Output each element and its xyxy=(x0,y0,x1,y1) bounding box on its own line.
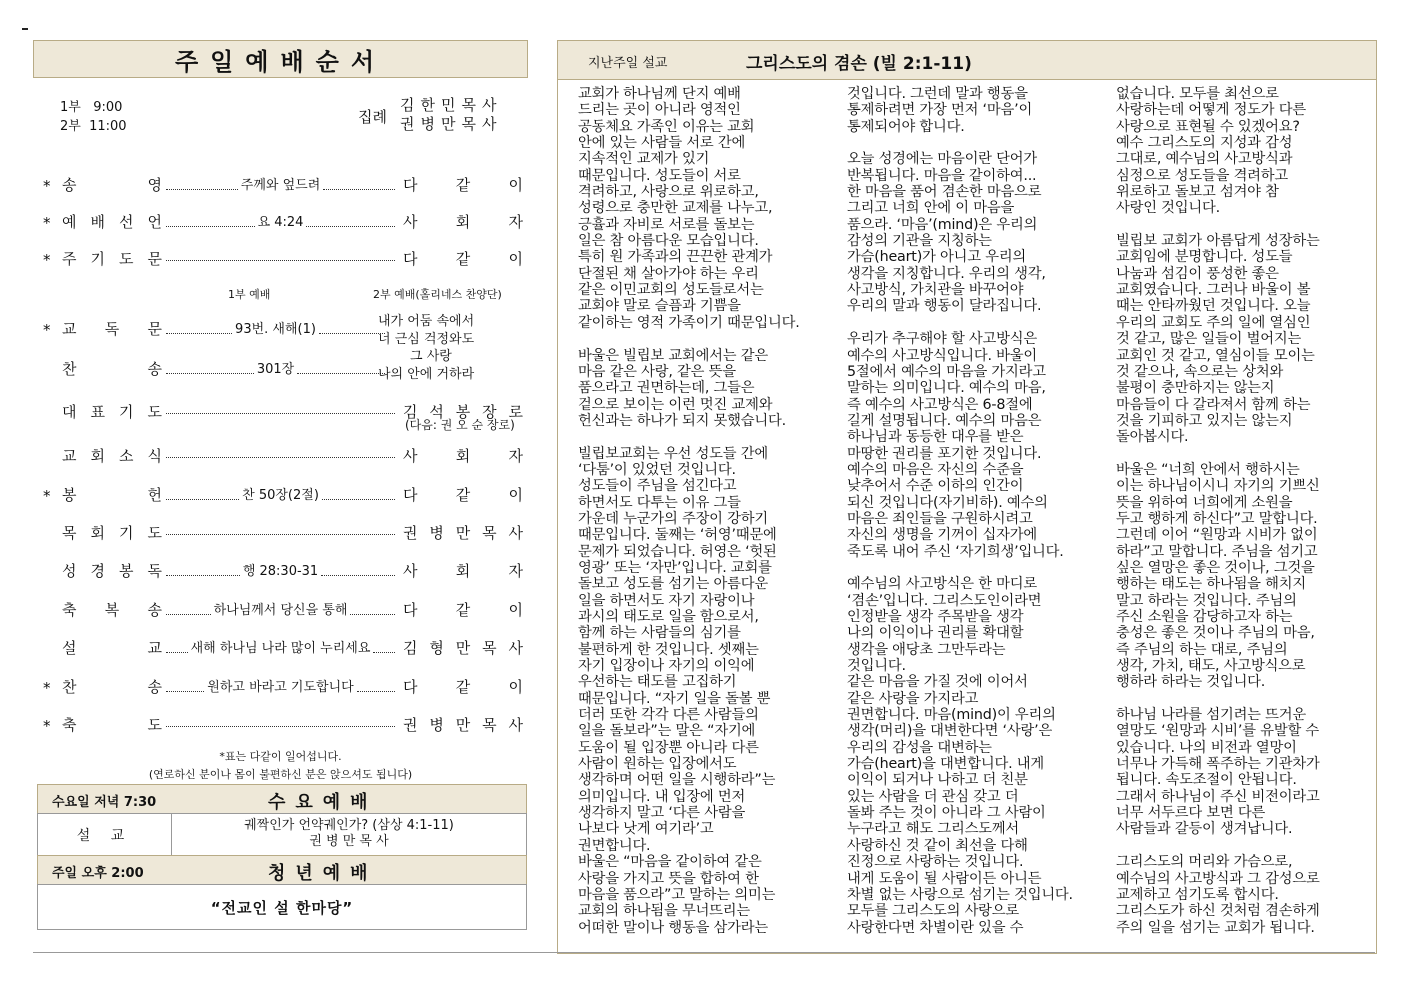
sermon-line: 통제되어야 합니다. xyxy=(847,118,965,135)
sermon-column-2 xyxy=(847,86,1073,936)
hymn-line: 나의 안에 거하라 xyxy=(378,366,475,382)
order-row xyxy=(43,599,523,621)
sermon-line: 그리고 너희 안에 이 마음을 xyxy=(847,200,1015,217)
sermon-line: 우리가 추구해야 할 사고방식은 xyxy=(847,331,1037,348)
order-detail xyxy=(163,401,398,414)
order-detail-text: 93번. 새해(1) xyxy=(235,322,316,337)
order-label: 대 표 기 도 xyxy=(62,403,162,421)
youth-title: 청년예배 xyxy=(268,863,378,884)
sermon-line: 교회임에 분명합니다. 성도들 xyxy=(1116,249,1293,266)
sermon-line: 생각을 애당초 그만두라는 xyxy=(847,641,1006,658)
sermon-line: 말고 하라는 것입니다. 주님의 xyxy=(1116,592,1297,609)
sermon-header xyxy=(558,41,1376,80)
sermon-line: 오늘 성경에는 마음이란 단어가 xyxy=(847,151,1037,168)
order-label: 찬 송 xyxy=(62,360,162,378)
order-label: 찬 송 xyxy=(62,678,162,696)
sermon-line xyxy=(1116,446,1320,462)
sermon-line: 때문입니다. “자기 일을 돌볼 뿐 xyxy=(578,690,771,707)
sermon-line: 누구라고 해도 그리스도께서 xyxy=(847,821,1020,838)
sermon-line xyxy=(578,331,800,347)
sermon-line: 이는 하나님이시니 자기의 기쁘신 xyxy=(1116,478,1320,495)
order-label: 교 독 문 xyxy=(62,320,162,338)
youth-time: 주일 오후 2:00 xyxy=(52,866,144,881)
sermon-line: 가슴(heart)가 아니고 우리의 xyxy=(847,249,1027,266)
sermon-line: 열망도 ‘원망과 시비’를 유발할 수 xyxy=(1116,723,1320,740)
service-time-2: 2부 11:00 xyxy=(60,119,127,134)
sermon-line: 주의 일을 섬기는 교회가 됩니다. xyxy=(1116,919,1315,936)
order-star: * xyxy=(43,679,51,697)
sermon-line: 것 같으나, 속으로는 상처와 xyxy=(1116,363,1284,380)
order-detail xyxy=(163,637,398,656)
order-detail-text: 찬 50장(2절) xyxy=(242,488,319,503)
order-row xyxy=(43,484,523,506)
sermon-line xyxy=(578,429,800,445)
sermon-line: 가운데 누군가의 주장이 강하기 xyxy=(578,510,768,527)
order-row xyxy=(43,248,523,270)
sermon-line: 과시의 태도로 일을 함으로서, xyxy=(578,609,759,625)
sermon-line: 성령으로 충만한 교제를 나누고, xyxy=(578,200,773,217)
sermon-line: 어떠한 말이나 행동을 삼가라는 xyxy=(578,919,768,936)
sermon-line: 가슴(heart)을 대변합니다. 내게 xyxy=(847,756,1044,773)
order-row xyxy=(43,637,523,659)
sermon-line xyxy=(847,560,1073,576)
order-detail xyxy=(163,358,388,377)
sermon-line: 헌신과는 하나가 되지 못했습니다. xyxy=(578,412,786,429)
hymn-line: 내가 어둠 속에서 xyxy=(378,314,475,329)
bottom-rule xyxy=(33,952,1375,953)
sermon-line: 사랑인 것입니다. xyxy=(1116,200,1220,217)
sermon-line: 겉으로 보이는 이런 멋진 교제와 xyxy=(578,396,773,413)
sermon-line: 즉 주님의 하는 대로, 주님의 xyxy=(1116,641,1288,658)
sermon-line: 성도들이 주님을 섬긴다고 xyxy=(578,478,737,495)
sermon-line: 품으라. ‘마음’(mind)은 우리의 xyxy=(847,216,1038,233)
sermon-line: 것입니다. 그런데 말과 행동을 xyxy=(847,86,1028,102)
sermon-line: 돌봐 주는 것이 아니라 그 사람이 xyxy=(847,805,1046,822)
order-star: * xyxy=(43,214,51,232)
order-detail xyxy=(163,560,398,579)
sermon-line: 진정으로 사랑하는 것입니다. xyxy=(847,854,1024,871)
order-detail xyxy=(163,522,398,535)
order-label: 예 배 선 언 xyxy=(62,213,162,231)
sermon-line: 뜻을 위하여 너희에게 소원을 xyxy=(1116,494,1293,511)
sermon-line: 예수의 마음은 자신의 수준을 xyxy=(847,461,1024,478)
sermon-line: 바울은 “마음을 같이하여 같은 xyxy=(578,854,762,871)
sermon-line: 반복됩니다. 마음을 같이하여... xyxy=(847,167,1037,184)
sermon-line: 있는 사람을 더 관심 갖고 더 xyxy=(847,788,1019,805)
sermon-label: 지난주일 설교 xyxy=(588,56,668,71)
sermon-line: 바울은 빌립보 교회에서는 같은 xyxy=(578,347,768,364)
sermon-line: 함께 하는 사람들의 심기를 xyxy=(578,625,741,642)
hymn-line: 너 근심 걱정와도 xyxy=(378,331,475,347)
sermon-line: 사고방식, 가치관을 바꾸어야 xyxy=(847,282,1024,299)
sermon-line: 그리스도의 머리와 가슴으로, xyxy=(1116,854,1293,871)
sermon-line: 돌보고 성도를 섬기는 아름다운 xyxy=(578,576,768,593)
sermon-line: 일은 참 아름다운 모습입니다. xyxy=(578,233,759,250)
sermon-line: 말하는 의미입니다. 예수의 마음, xyxy=(847,380,1046,397)
sermon-line: 사람이 원하는 입장에서도 xyxy=(578,756,737,773)
order-row xyxy=(43,676,523,698)
order-star: * xyxy=(43,177,51,195)
sermon-line: 마음은 죄인들을 구원하시려고 xyxy=(847,510,1033,527)
sermon-line: 생각하며 어떤 일을 시행하라”는 xyxy=(578,772,776,789)
sermon-line: 감성의 기관을 지칭하는 xyxy=(847,233,992,250)
service2-label: 2부 예배(홀리네스 찬양단) xyxy=(373,288,502,301)
sermon-line: 없습니다. 모두를 최선으로 xyxy=(1116,86,1279,102)
order-leader: 사 회 자 xyxy=(403,447,523,465)
order-leader: 다 같 이 xyxy=(403,486,523,504)
sermon-line: 의미입니다. 내 입장에 먼저 xyxy=(578,788,746,805)
sermon-line: 죽도록 내어 주신 ‘자기희생’입니다. xyxy=(847,543,1064,560)
sermon-line: 권면합니다. 마음(mind)이 우리의 xyxy=(847,707,1056,724)
sermon-line: 너무 서두르다 보면 다른 xyxy=(1116,805,1266,822)
sermon-line: 품으라고 권면하는데, 그들은 xyxy=(578,380,755,397)
order-star: * xyxy=(43,487,51,505)
order-label: 성 경 봉 독 xyxy=(62,562,162,580)
service-time-1: 1부 9:00 xyxy=(60,100,123,115)
order-leader: 권 병 만 목 사 xyxy=(403,524,523,542)
order-row xyxy=(43,174,523,196)
order-label: 교 회 소 식 xyxy=(62,447,162,465)
sermon-panel xyxy=(557,40,1377,954)
sermon-line: 더러 또한 각각 다른 사람들의 xyxy=(578,707,759,724)
sermon-line: 행하는 태도는 하나됨을 해치지 xyxy=(1116,576,1306,593)
sermon-line: 예수님의 사고방식은 한 마디로 xyxy=(847,576,1037,593)
sermon-line: 한 마음을 품어 겸손한 마음으로 xyxy=(847,184,1042,201)
sermon-line: 하나님과 동등한 대우를 받은 xyxy=(847,429,1024,446)
sitting-note: (연로하신 분이나 몸이 불편하신 분은 앉으셔도 됩니다) xyxy=(148,768,413,781)
sermon-line: ‘다툼’이 있었던 것입니다. xyxy=(578,461,736,478)
sermon-line: 있습니다. 나의 비전과 열망이 xyxy=(1116,739,1297,756)
sermon-line: 같이하는 영적 가족이기 때문입니다. xyxy=(578,314,800,331)
sermon-line: 사랑한다면 차별이란 있을 수 xyxy=(847,919,1024,936)
order-row xyxy=(43,522,523,544)
sermon-line: 됩니다. 속도조절이 안됩니다. xyxy=(1116,772,1297,789)
order-detail-text: 행 28:30-31 xyxy=(242,564,319,579)
sermon-line: 사랑으로 표현될 수 있겠어요? xyxy=(1116,118,1300,135)
sermon-line: 우선하는 태도를 고집하기 xyxy=(578,674,737,691)
sermon-line: 교회야 말로 슬픔과 기쁨을 xyxy=(578,298,741,315)
order-leader: 다 같 이 xyxy=(403,176,523,194)
order-leader: 다 같 이 xyxy=(403,250,523,268)
order-leader: 사 회 자 xyxy=(403,562,523,580)
order-detail-text: 새해 하나님 나라 많이 누리세요 xyxy=(190,641,371,656)
order-detail xyxy=(163,211,398,230)
order-row xyxy=(43,560,523,582)
sermon-line: 일을 하면서도 자기 자랑이나 xyxy=(578,592,755,609)
sermon-line: 사람들과 갈등이 생겨납니다. xyxy=(1116,821,1293,838)
sermon-line: 나눔과 섬김이 풍성한 좋은 xyxy=(1116,265,1279,282)
sermon-line: 차별 없는 사랑으로 섬기는 것입니다. xyxy=(847,886,1073,903)
sermon-line: 예수 그리스도의 지성과 감성 xyxy=(1116,135,1293,152)
order-label: 송 영 xyxy=(62,176,162,194)
sermon-line: 같은 마음을 가질 것에 이어서 xyxy=(847,674,1028,691)
sermon-line xyxy=(847,315,1073,331)
sermon-line xyxy=(1116,217,1320,233)
prayer-next: (다음: 권 오 순 장로) xyxy=(405,418,515,432)
wednesday-sermon-title: 궤짝인가 언약궤인가? (삼상 4:1-11) xyxy=(244,818,454,833)
order-detail xyxy=(163,248,398,261)
order-label: 축 도 xyxy=(62,716,162,734)
hymn-line: 그 사랑 xyxy=(410,349,452,364)
sermon-line xyxy=(1116,838,1320,854)
sermon-line: 심정으로 성도들을 격려하고 xyxy=(1116,167,1289,184)
sermon-line: 것입니다. xyxy=(847,658,906,675)
sermon-line: 자기 입장이나 자기의 이익에 xyxy=(578,658,755,675)
order-detail xyxy=(163,676,398,695)
sermon-line: 5절에서 예수의 마음을 가지라고 xyxy=(847,363,1046,380)
sermon-line: 사랑을 가지고 뜻을 합하여 한 xyxy=(578,870,759,887)
sermon-line: 빌립보 교회가 아름답게 성장하는 xyxy=(1116,233,1320,250)
order-detail xyxy=(163,174,398,193)
sermon-line: 지속적인 교제가 있기 xyxy=(578,151,710,168)
sermon-line: 특히 원 가족과의 끈끈한 관계가 xyxy=(578,249,773,266)
wednesday-sermon-box xyxy=(37,813,527,857)
sermon-line: 드리는 곳이 아니라 영적인 xyxy=(578,102,741,119)
sermon-title: 그리스도의 겸손 (빌 2:1-11) xyxy=(746,54,972,74)
sermon-line: 격려하고, 사랑으로 위로하고, xyxy=(578,184,759,201)
sermon-line: 때문입니다. 성도들이 서로 xyxy=(578,167,741,184)
sermon-line: 생각(머리)을 대변한다면 ‘사랑’은 xyxy=(847,723,1053,740)
sermon-line: 교회인 것 같고, 열심이들 모이는 xyxy=(1116,347,1315,364)
sermon-line: 그대로, 예수님의 사고방식과 xyxy=(1116,151,1293,168)
sermon-line: 교제하고 섬기도록 합시다. xyxy=(1116,886,1279,903)
wednesday-preacher: 권 병 만 목 사 xyxy=(309,834,389,849)
order-row xyxy=(43,714,523,736)
sermon-line: 그리스도가 하신 것처럼 겸손하게 xyxy=(1116,903,1320,920)
order-leader: 사 회 자 xyxy=(403,213,523,231)
sermon-line: 이익이 되거나 나하고 더 친분 xyxy=(847,772,1028,789)
sermon-line: 빌립보교회는 우선 성도들 간에 xyxy=(578,445,768,462)
sermon-line: 때는 안타까웠던 것입니다. 오늘 xyxy=(1116,298,1311,315)
sermon-line: 우리의 말과 행동이 달라집니다. xyxy=(847,298,1042,315)
sermon-line: 위로하고 돌보고 섬겨야 참 xyxy=(1116,184,1279,201)
sermon-line: 너무나 가득해 폭주하는 기관차가 xyxy=(1116,756,1320,773)
sermon-line: 마땅한 권리를 포기한 것입니다. xyxy=(847,445,1042,462)
sermon-line: 긍휼과 자비로 서로를 돌보는 xyxy=(578,216,755,233)
wednesday-title: 수요예배 xyxy=(268,792,378,813)
sermon-column-3 xyxy=(1116,86,1320,936)
sermon-line: 마음 같은 사랑, 같은 뜻을 xyxy=(578,363,736,380)
sermon-line: 자신의 생명을 기꺼이 십자가에 xyxy=(847,527,1037,544)
sermon-line: 같은 이민교회의 성도들로서는 xyxy=(578,282,764,299)
sermon-line: 교회였습니다. 그러나 바울이 볼 xyxy=(1116,282,1311,299)
order-detail xyxy=(163,484,398,503)
service-times xyxy=(60,98,127,136)
sermon-line: 되신 것입니다(자기비하). 예수의 xyxy=(847,494,1048,511)
sermon-line: 영광’ 또는 ‘자만’입니다. 교회를 xyxy=(578,559,772,576)
sermon-line: 예수님의 사고방식과 그 감성으로 xyxy=(1116,870,1320,887)
sermon-line: 예수의 사고방식입니다. 바울이 xyxy=(847,347,1037,364)
order-label: 축 복 송 xyxy=(62,601,162,619)
service2-hymns xyxy=(378,313,474,383)
sermon-line: 나의 이익이나 권리를 확대할 xyxy=(847,625,1024,642)
order-star: * xyxy=(43,321,51,339)
sermon-line: 내게 도움이 될 사람이든 아니든 xyxy=(847,870,1042,887)
leader-2: 권병만목사 xyxy=(400,115,503,133)
sermon-line: 때문입니다. 둘째는 ‘허영’때문에 xyxy=(578,527,777,544)
sermon-line: 사랑하신 것 같이 최선을 다해 xyxy=(847,837,1028,854)
sermon-line: 문제가 되었습니다. 허영은 ‘헛된 xyxy=(578,543,777,560)
sermon-line: 낮추어서 수준 이하의 인간이 xyxy=(847,478,1024,495)
order-detail-text: 요 4:24 xyxy=(257,215,304,230)
order-label: 주 기 도 문 xyxy=(62,250,162,268)
sermon-line: 교회가 하나님께 단지 예배 xyxy=(578,86,741,102)
sermon-line: 우리의 감성을 대변하는 xyxy=(847,739,992,756)
leader-label: 집례 xyxy=(358,108,387,126)
sermon-line: 통제하려면 가장 먼저 ‘마음’이 xyxy=(847,102,1033,119)
order-label: 설 교 xyxy=(62,639,162,657)
sermon-line: 사랑하는데 어떻게 정도가 다른 xyxy=(1116,102,1306,119)
sermon-line: 불편하게 한 것입니다. 셋째는 xyxy=(578,641,759,658)
sermon-line: 길게 설명됩니다. 예수의 마음은 xyxy=(847,412,1042,429)
order-label: 봉 헌 xyxy=(62,486,162,504)
sermon-column-1 xyxy=(578,86,800,936)
sermon-line: 인정받을 생각 주목받을 생각 xyxy=(847,609,1024,625)
order-detail-text: 주께와 엎드려 xyxy=(240,178,321,193)
sermon-line: 주신 소원을 감당하고자 하는 xyxy=(1116,609,1293,625)
order-leader: 김 형 만 목 사 xyxy=(403,639,523,657)
sermon-line: 바울은 “너희 안에서 행하시는 xyxy=(1116,461,1300,478)
sermon-line: 하나님 나라를 섬기려는 뜨거운 xyxy=(1116,707,1306,724)
sermon-line: 단절된 채 살아가야 하는 우리 xyxy=(578,265,759,282)
wednesday-sermon xyxy=(172,818,526,850)
sermon-line: 생각을 지칭합니다. 우리의 생각, xyxy=(847,265,1046,282)
sermon-line: 행하라 하라는 것입니다. xyxy=(1116,674,1266,691)
corner-mark xyxy=(22,28,28,30)
leader-1: 김한민목사 xyxy=(400,96,503,114)
wednesday-sermon-label: 설 교 xyxy=(38,814,172,856)
leader-names xyxy=(400,96,502,134)
sermon-line: 싶은 열망은 좋은 것이나, 그것을 xyxy=(1116,559,1315,576)
order-detail xyxy=(163,318,388,337)
sermon-line: 교회의 하나됨을 무너뜨리는 xyxy=(578,903,751,920)
sermon-line: 두고 행하게 하신다”고 말합니다. xyxy=(1116,510,1318,527)
order-leader: 권 병 만 목 사 xyxy=(403,716,523,734)
sermon-line: 충성은 좋은 것이나 주님의 마음, xyxy=(1116,625,1315,642)
sermon-line xyxy=(1116,691,1320,707)
order-detail-text: 원하고 바라고 기도합니다 xyxy=(207,680,354,695)
wednesday-time: 수요일 저녁 7:30 xyxy=(52,795,157,810)
standing-note: *표는 다같이 일어섭니다. xyxy=(219,750,342,763)
order-leader: 다 같 이 xyxy=(403,601,523,619)
sermon-line: 모두를 그리스도의 사랑으로 xyxy=(847,903,1020,920)
service1-label: 1부 예배 xyxy=(228,288,271,301)
sermon-line: 불평이 충만하지는 않는지 xyxy=(1116,380,1275,397)
sermon-line: 그래서 하나님이 주신 비전이라고 xyxy=(1116,788,1320,805)
order-title: 주일예배순서 xyxy=(33,40,528,78)
youth-header xyxy=(37,855,527,885)
order-row xyxy=(43,211,523,233)
order-detail-text: 하나님께서 당신을 통해 xyxy=(213,603,348,618)
sermon-line: 우리의 교회도 주의 일에 열심인 xyxy=(1116,314,1311,331)
sermon-line: 마음들이 다 갈라져서 함께 하는 xyxy=(1116,396,1311,413)
sermon-line: 안에 있는 사람들 서로 간에 xyxy=(578,135,746,152)
wednesday-header xyxy=(37,784,527,814)
sermon-line: 즉 예수의 사고방식은 6-8절에 xyxy=(847,396,1033,413)
order-detail-text: 301장 xyxy=(256,362,295,377)
worship-order-panel xyxy=(33,40,528,940)
sermon-line: ‘겸손’입니다. 그리스도인이라면 xyxy=(847,592,1042,609)
order-star: * xyxy=(43,717,51,735)
order-detail xyxy=(163,445,398,458)
sermon-line: 마음을 품으라”고 말하는 의미는 xyxy=(578,886,776,903)
sermon-line: 것 같고, 많은 일들이 벌어지는 xyxy=(1116,331,1302,348)
sermon-line: 권면합니다. xyxy=(578,837,651,854)
order-detail xyxy=(163,714,398,727)
sermon-line: 생각, 가치, 태도, 사고방식으로 xyxy=(1116,658,1306,675)
sermon-line xyxy=(847,135,1073,151)
order-leader: 김 석 봉 장 로 xyxy=(403,403,523,421)
sermon-line: 하면서도 다투는 이유 그들 xyxy=(578,494,741,511)
sermon-line: 일을 돌보라”는 말은 “자기에 xyxy=(578,723,756,740)
sermon-line: 도움이 될 입장뿐 아니라 다른 xyxy=(578,739,759,756)
sermon-line: 것을 기피하고 있지는 않는지 xyxy=(1116,412,1293,429)
order-detail xyxy=(163,599,398,618)
order-leader: 다 같 이 xyxy=(403,678,523,696)
sermon-line: 공동체요 가족인 이유는 교회 xyxy=(578,118,755,135)
sermon-line: 나보다 낫게 여기라’고 xyxy=(578,821,714,838)
order-label: 목 회 기 도 xyxy=(62,524,162,542)
youth-theme: “전교인 설 한마당” xyxy=(37,884,527,930)
sermon-line: 같은 사랑을 가지라고 xyxy=(847,690,979,707)
order-row xyxy=(43,445,523,467)
sermon-line: 돌아봅시다. xyxy=(1116,429,1189,446)
sermon-line: 그런데 이어 “원망과 시비가 없이 xyxy=(1116,527,1318,544)
sermon-line: 하라”고 말합니다. 주님을 섬기고 xyxy=(1116,543,1318,560)
order-star: * xyxy=(43,251,51,269)
sermon-line: 생각하지 말고 ‘다른 사람을 xyxy=(578,805,746,822)
